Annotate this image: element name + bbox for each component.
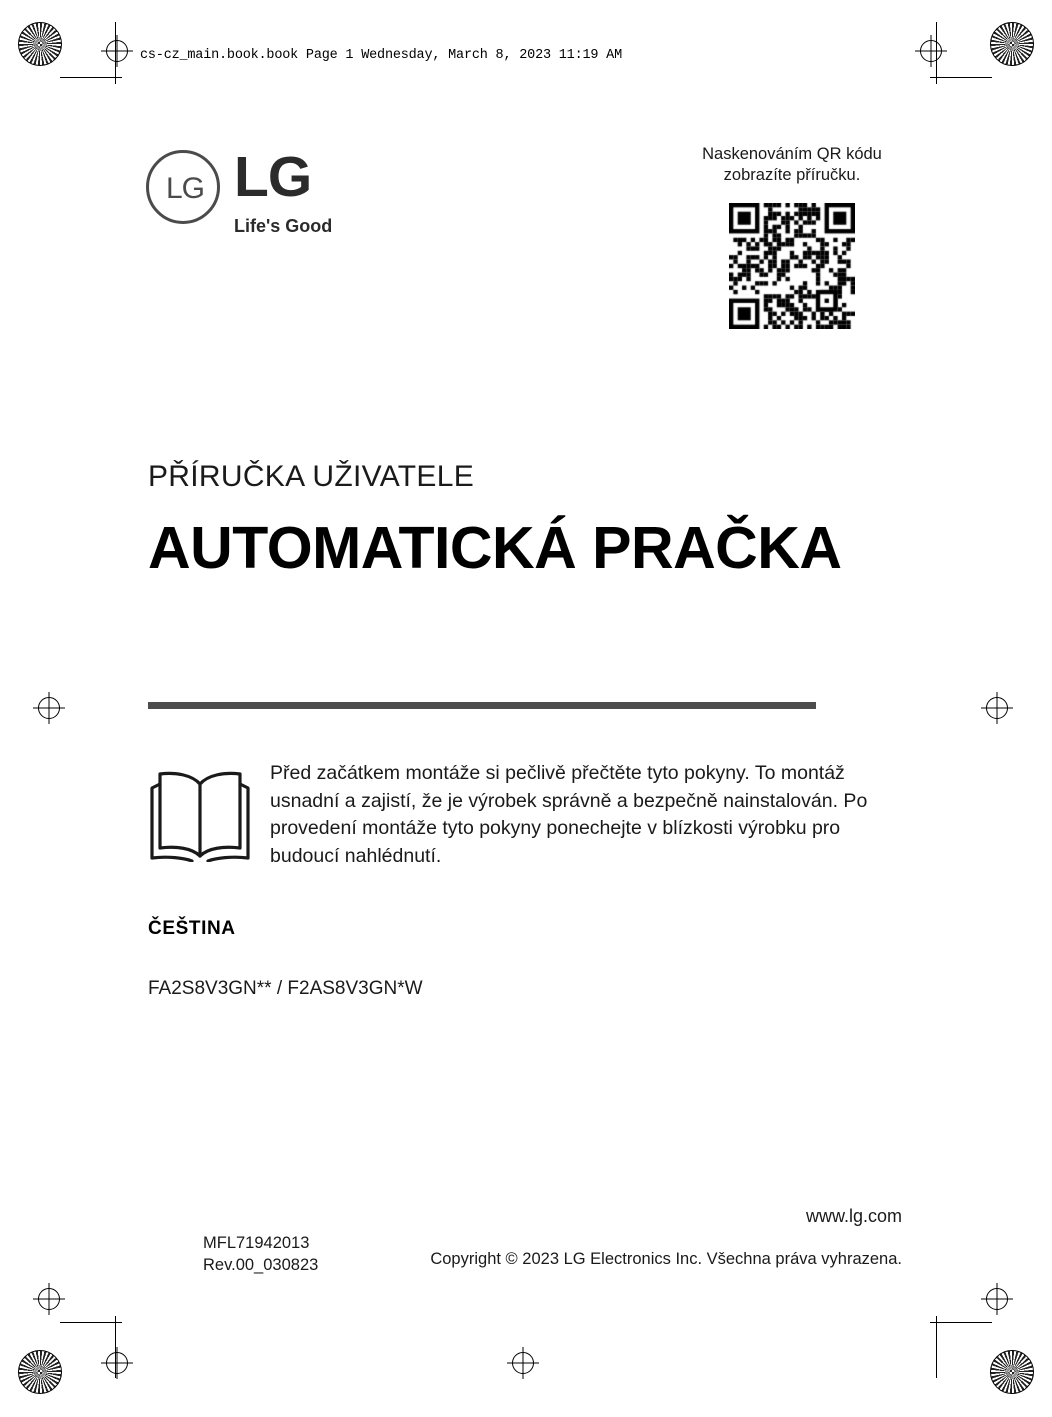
- crop-mark-top-right: [912, 22, 992, 102]
- qr-caption-line-1: Naskenováním QR kódu: [702, 145, 882, 163]
- title-divider: [148, 702, 816, 709]
- manual-kicker: PŘÍRUČKA UŽIVATELE: [148, 460, 475, 493]
- registration-rosette-top-right: [990, 22, 1034, 66]
- crop-mark-bottom-left: [60, 1296, 140, 1376]
- language-label: ČEŠTINA: [148, 918, 236, 939]
- registration-rosette-bottom-left: [18, 1350, 62, 1394]
- part-number-block: [203, 1232, 318, 1277]
- registration-mark-right-middle: [986, 697, 1008, 719]
- revision-number: Rev.00_030823: [203, 1256, 319, 1275]
- copyright-text: Copyright © 2023 LG Electronics Inc. Všechna práva vyhrazena.: [430, 1250, 902, 1268]
- lg-logo-circle-icon: [146, 150, 220, 224]
- crop-mark-bottom-right: [912, 1296, 992, 1376]
- print-file-stamp: cs-cz_main.book.book Page 1 Wednesday, March 8, 2023 11:19 AM: [140, 48, 622, 63]
- part-number: MFL71942013: [203, 1234, 310, 1252]
- lg-wordmark: LG: [234, 145, 312, 209]
- lg-slogan: Life's Good: [234, 216, 333, 237]
- registration-mark-bottom-left: [38, 1288, 60, 1310]
- lg-logo-mark-text: LG: [165, 172, 205, 205]
- installation-notice: [148, 760, 908, 871]
- qr-block: [682, 144, 902, 335]
- qr-caption-line-2: zobrazíte příručku.: [723, 166, 861, 185]
- registration-mark-bottom-center: [512, 1352, 534, 1374]
- registration-mark-left-middle: [38, 697, 60, 719]
- website-link[interactable]: www.lg.com: [805, 1206, 902, 1226]
- qr-code-icon[interactable]: [723, 197, 861, 335]
- registration-rosette-bottom-right: [990, 1350, 1034, 1394]
- page-title: AUTOMATICKÁ PRAČKA: [148, 515, 842, 581]
- installation-notice-text: Před začátkem montáže si pečlivě přečtěte tyto pokyny. To montáž usnadní a zajistí, že je výrobek správně a bezpečně nainstalován. Po provedení montáže tyto pokyny ponechejte v blízkosti výrobku pro budoucí nahlédnutí.: [270, 762, 868, 868]
- lg-logo: [146, 145, 333, 237]
- open-book-icon: [148, 762, 252, 862]
- model-numbers: FA2S8V3GN** / F2AS8V3GN*W: [148, 978, 423, 999]
- registration-rosette-top-left: [18, 22, 62, 66]
- crop-mark-top-left: [60, 22, 140, 102]
- lg-logo-text: [234, 145, 333, 237]
